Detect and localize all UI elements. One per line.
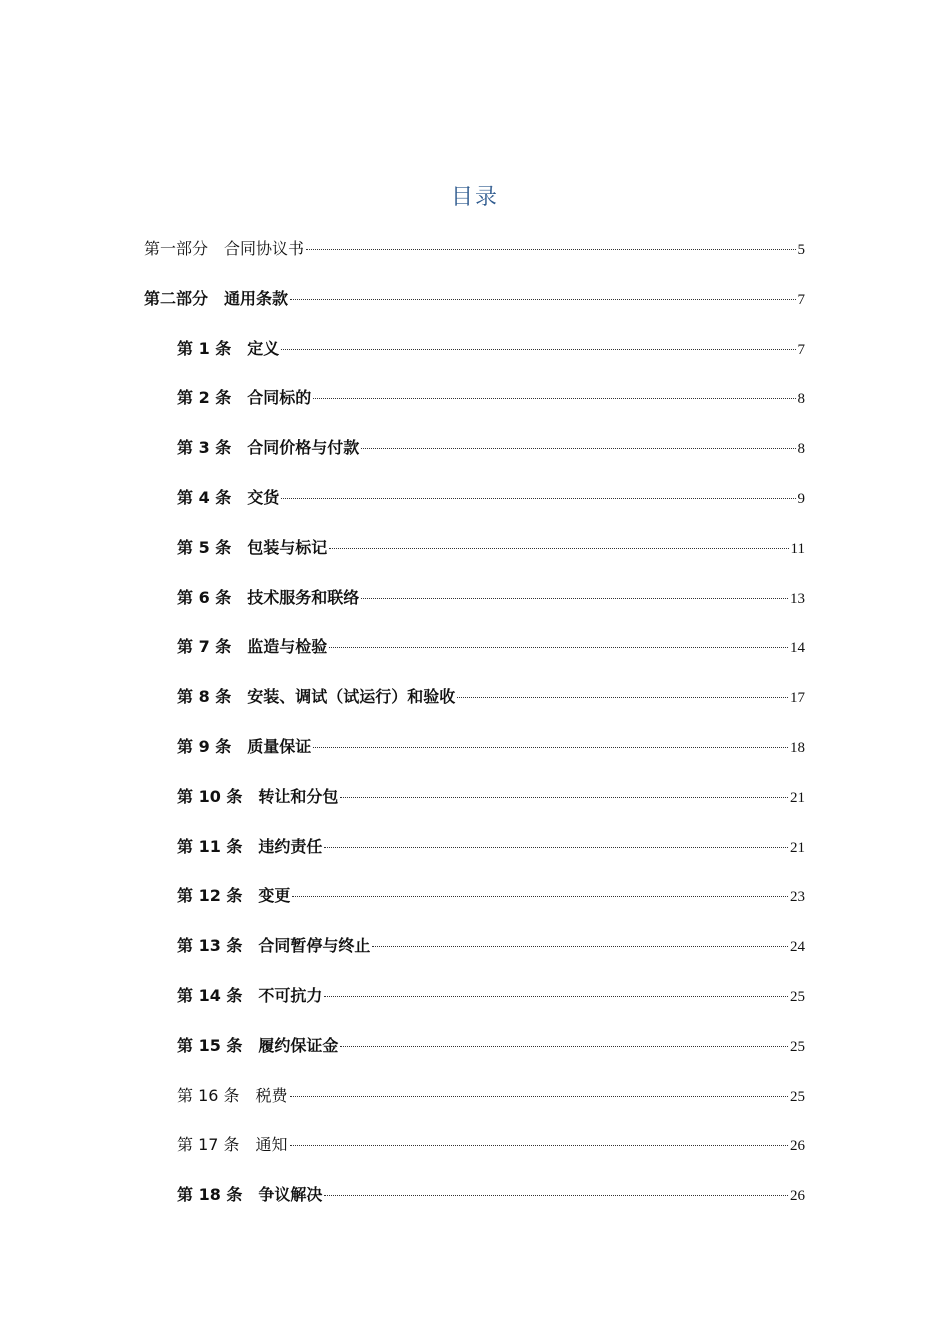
toc-entry-page: 21 — [790, 839, 805, 856]
toc-dot-leader — [329, 548, 788, 549]
toc-entry-title: 税费 — [255, 1085, 288, 1105]
page-title: 目录 — [450, 185, 499, 210]
toc-dot-leader — [324, 996, 788, 997]
toc-entry-page: 11 — [790, 540, 805, 557]
toc-entry-number: 第 7 条 — [177, 637, 232, 657]
toc-entry-page: 26 — [790, 1188, 805, 1205]
toc-entry-page: 7 — [797, 291, 805, 308]
toc-dot-leader — [457, 697, 788, 698]
toc-entry-title: 违约责任 — [258, 836, 323, 856]
toc-entry-page: 8 — [797, 441, 805, 458]
toc-entry-page: 8 — [797, 391, 805, 408]
toc-entry-number: 第 1 条 — [177, 338, 232, 358]
toc-dot-leader — [281, 349, 795, 350]
toc-entry-page: 21 — [790, 789, 805, 806]
toc-entry[interactable] — [177, 685, 805, 709]
toc-entry-page: 13 — [790, 590, 805, 607]
toc-entry-number: 第 6 条 — [177, 587, 232, 607]
toc-dot-leader — [324, 847, 788, 848]
toc-entry-title: 履约保证金 — [258, 1035, 339, 1055]
toc-entry-title: 合同暂停与终止 — [258, 936, 371, 956]
toc-entry[interactable] — [177, 436, 805, 460]
toc-entry-title: 变更 — [258, 886, 291, 906]
toc-entry[interactable] — [177, 337, 805, 361]
toc-entry-number: 第 8 条 — [177, 687, 232, 707]
toc-entry-page: 18 — [790, 740, 805, 756]
toc-dot-leader — [324, 1195, 788, 1196]
toc-entry-number: 第 11 条 — [177, 836, 243, 856]
toc-entry[interactable] — [177, 735, 805, 759]
toc-entry-number: 第 16 条 — [177, 1085, 240, 1105]
toc-dot-leader — [292, 896, 788, 897]
toc-entry[interactable] — [144, 287, 805, 311]
toc-entry-title: 争议解决 — [258, 1185, 323, 1205]
toc-dot-leader — [329, 647, 788, 648]
toc-entry-number: 第 4 条 — [177, 488, 232, 507]
toc-entry-number: 第一部分 — [144, 239, 209, 258]
toc-entry[interactable] — [177, 1034, 805, 1058]
toc-entry-page: 25 — [790, 1038, 805, 1055]
toc-entry-title: 通知 — [255, 1135, 288, 1155]
toc-dot-leader — [340, 1046, 788, 1047]
toc-dot-leader — [372, 946, 788, 947]
toc-dot-leader — [361, 598, 788, 599]
toc-entry-title: 合同价格与付款 — [247, 438, 360, 458]
toc-entry-title: 技术服务和联络 — [247, 587, 360, 607]
toc-entry-number: 第 2 条 — [177, 388, 232, 408]
toc-entry-page: 24 — [790, 939, 805, 956]
toc-dot-leader — [290, 1145, 788, 1146]
toc-entry-page: 17 — [790, 690, 805, 707]
toc-dot-leader — [290, 299, 795, 300]
toc-dot-leader — [361, 448, 795, 449]
toc-entry-title: 转让和分包 — [258, 786, 339, 806]
toc-entry-page: 25 — [790, 1088, 805, 1105]
toc-entry-page: 7 — [797, 341, 805, 358]
toc-entry-title: 安装、调试（试运行）和验收 — [247, 687, 456, 707]
toc-entry[interactable] — [177, 984, 805, 1008]
toc-entry-page: 9 — [797, 491, 805, 507]
toc-entry-number: 第 12 条 — [177, 886, 243, 906]
toc-entry-page: 14 — [790, 640, 805, 657]
toc-entry-title: 合同标的 — [247, 388, 312, 408]
toc-dot-leader — [306, 249, 795, 250]
toc-entry-page: 23 — [790, 889, 805, 906]
toc-entry-title: 不可抗力 — [258, 986, 323, 1005]
toc-entry-title: 监造与检验 — [247, 637, 328, 657]
toc-dot-leader — [313, 398, 795, 399]
toc-entry-page: 26 — [790, 1138, 805, 1155]
toc-entry-number: 第 9 条 — [177, 737, 232, 756]
toc-dot-leader — [281, 498, 795, 499]
toc-entry-title: 合同协议书 — [224, 239, 305, 258]
toc-dot-leader — [290, 1096, 788, 1097]
toc-entry[interactable] — [177, 586, 805, 610]
toc-entry[interactable] — [177, 386, 805, 410]
toc-entry-number: 第 5 条 — [177, 537, 232, 557]
toc-entry-number: 第 3 条 — [177, 438, 232, 458]
toc-entry-number: 第 17 条 — [177, 1135, 240, 1155]
toc-entry-title: 质量保证 — [247, 737, 312, 756]
toc-entry[interactable] — [177, 536, 805, 560]
toc-entry-page: 5 — [797, 242, 805, 258]
toc-dot-leader — [313, 747, 788, 748]
toc-entry[interactable] — [177, 635, 805, 659]
toc-entry-title: 交货 — [247, 488, 280, 507]
toc-dot-leader — [340, 797, 788, 798]
toc-entry[interactable] — [177, 1084, 805, 1108]
toc-entry-number: 第 18 条 — [177, 1185, 243, 1205]
toc-entry[interactable] — [177, 934, 805, 958]
toc-entry-title: 通用条款 — [224, 288, 289, 308]
toc-entry[interactable] — [144, 237, 805, 261]
toc-entry-page: 25 — [790, 989, 805, 1005]
toc-entry[interactable] — [177, 835, 805, 859]
toc-entry-number: 第 15 条 — [177, 1035, 243, 1055]
toc-entry-title: 定义 — [247, 338, 280, 358]
toc-entry[interactable] — [177, 1183, 805, 1207]
toc-entry-number: 第二部分 — [144, 288, 209, 308]
toc-entry[interactable] — [177, 1133, 805, 1157]
toc-entry[interactable] — [177, 486, 805, 510]
toc-entry-number: 第 14 条 — [177, 986, 243, 1005]
toc-entry-number: 第 10 条 — [177, 786, 243, 806]
toc-entry[interactable] — [177, 884, 805, 908]
toc-entry-number: 第 13 条 — [177, 936, 243, 956]
toc-entry-title: 包装与标记 — [247, 537, 328, 557]
toc-entry[interactable] — [177, 785, 805, 809]
